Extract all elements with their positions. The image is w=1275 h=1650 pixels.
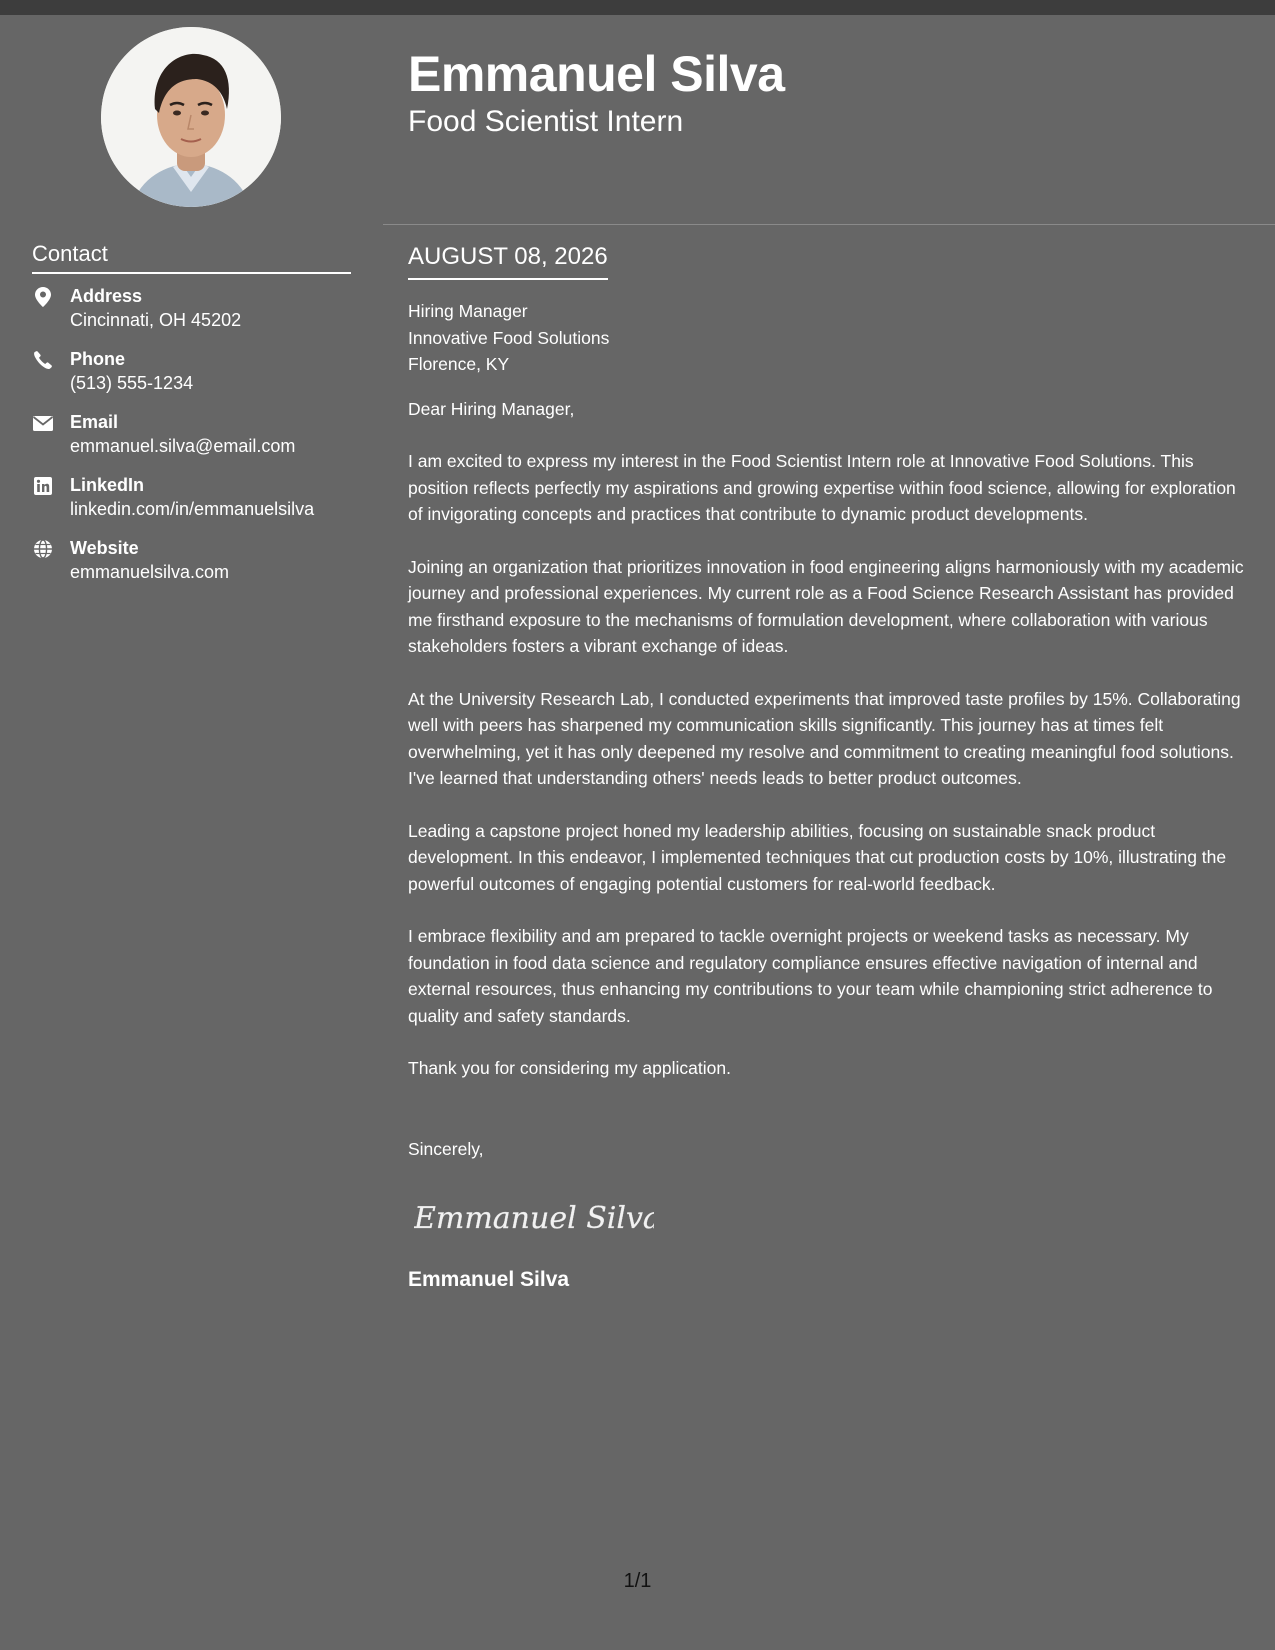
paragraph-6: Thank you for considering my application.: [408, 1058, 731, 1078]
address-value: Cincinnati, OH 45202: [70, 310, 242, 330]
handwritten-signature: [414, 1186, 1248, 1246]
phone-label: Phone: [70, 349, 126, 369]
recipient-company: Innovative Food Solutions: [408, 327, 610, 348]
linkedin-label: LinkedIn: [70, 475, 145, 495]
website-label: Website: [70, 538, 139, 558]
contact-item-phone: [32, 347, 351, 410]
signer-name: Emmanuel Silva: [408, 1268, 570, 1291]
website-value[interactable]: emmanuelsilva.com: [70, 562, 230, 582]
contact-item-linkedin: [32, 473, 351, 536]
paragraph-4: Leading a capstone project honed my leadership abilities, focusing on sustainable snack product development. In this endeavor, I implemented techniques that cut production costs by 10%, illustrating the powerful outcomes of engaging potential customers for real-world feedback.: [408, 820, 1227, 894]
contact-item-address: [32, 284, 351, 347]
email-label: Email: [70, 412, 119, 432]
profile-photo: [101, 27, 281, 207]
email-value[interactable]: emmanuel.silva@email.com: [70, 436, 296, 456]
globe-icon: [32, 538, 54, 560]
applicant-role: Food Scientist Intern: [408, 105, 684, 138]
salutation: Dear Hiring Manager,: [408, 398, 575, 419]
paragraph-2: Joining an organization that prioritizes innovation in food engineering aligns harmoniously with my academic journey and professional experiences. My current role as a Food Science Research Assistant has provided me firsthand exposure to the mechanisms of formulation development, where collaboration with various stakeholders fosters a vibrant exchange of ideas.: [408, 556, 1244, 656]
applicant-name: Emmanuel Silva: [408, 46, 785, 102]
contact-list: [32, 284, 351, 599]
signature-glyphs: Emmanuel Silva: [414, 1201, 654, 1236]
contact-item-website: [32, 536, 351, 599]
header-divider: [383, 224, 1275, 225]
linkedin-value[interactable]: linkedin.com/in/emmanuelsilva: [70, 499, 315, 519]
recipient-block: [408, 298, 1248, 378]
paragraph-3: At the University Research Lab, I conducted experiments that improved taste profiles by 15%. Collaborating well with peers has sharpened my communication skills significantly. This journey has at times felt overwhelming, yet it has only deepened my resolve and commitment to creating meaningful food solutions. I've learned that understanding others' needs leads to better product outcomes.: [408, 688, 1241, 788]
paragraph-1: I am excited to express my interest in the Food Scientist Intern role at Innovative Food Solutions. This position reflects perfectly my aspirations and growing expertise within food science, allowing for exploration of invigorating concepts and practices that contribute to dynamic product developments.: [408, 451, 1236, 524]
letter-body: [408, 240, 1248, 1294]
linkedin-icon: [32, 475, 54, 497]
address-label: Address: [70, 286, 143, 306]
top-bar: [0, 0, 1275, 15]
paragraph-5: I embrace flexibility and am prepared to tackle overnight projects or weekend tasks as necessary. My foundation in food data science and regulatory compliance ensures effective navigation of internal and external resources, thus enhancing my contributions to your team while championing strict adherence to quality and safety standards.: [408, 926, 1213, 1026]
letter-date: AUGUST 08, 2026: [408, 240, 608, 280]
phone-icon: [32, 349, 54, 371]
recipient-name: Hiring Manager: [408, 301, 528, 321]
contact-heading: Contact: [32, 240, 351, 274]
envelope-icon: [32, 412, 54, 434]
map-pin-icon: [32, 286, 54, 308]
recipient-location: Florence, KY: [408, 354, 510, 374]
page-number: 1/1: [623, 1570, 652, 1592]
phone-value: (513) 555-1234: [70, 373, 194, 393]
profile-photo-illustration: [101, 27, 281, 207]
closing: Sincerely,: [408, 1138, 484, 1159]
contact-item-email: [32, 410, 351, 473]
